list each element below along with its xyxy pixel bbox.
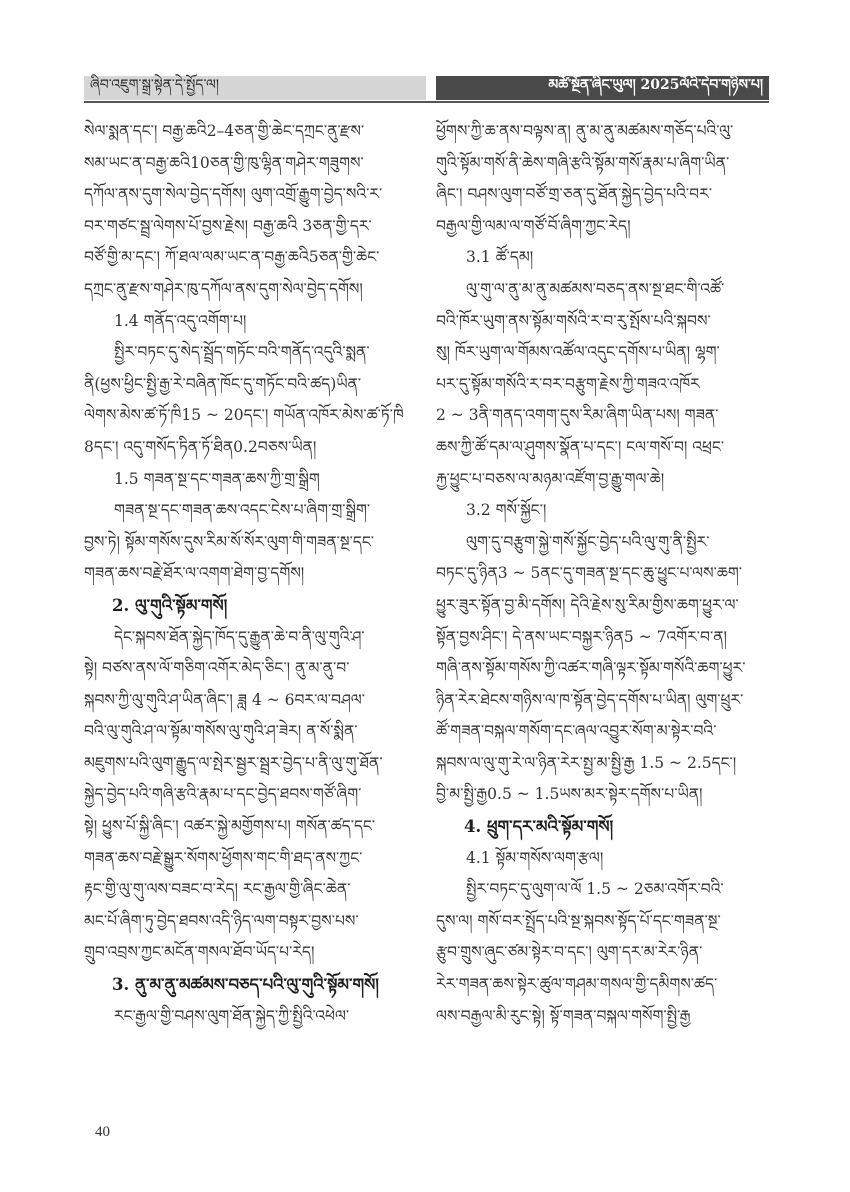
text-line: རྩུབ་གྲུས་ཞུང་ཙམ་སྟེར་བ་དང་། ལུག་དར་མ་རེར་ཉིན་: [436, 943, 703, 962]
section-heading: 4. ཕྲུག་དར་མའི་སྟོམ་གསོ།: [464, 817, 614, 837]
text-line: སུ། ཁོར་ཡུག་ལ་གོམས་འཚོལ་འདུང་དགོས་པ་ཡིན། ལྷག་: [436, 343, 720, 362]
text-line: སྐབས་ལ་ལུ་གུ་རེ་ལ་ཉིན་རེར་སྤྱ་མ་སྤྱི་རྒྱ 1.5 ~ 2.5དང་།: [436, 753, 737, 772]
text-line: གཟན་ཆས་བརྗེ་ཐོར་ལ་འགག་ཐེག་བྱ་དགོས།: [84, 564, 305, 583]
page-number: 40: [95, 1124, 110, 1140]
text-line: སྐྱེད་བྱེད་པའི་གཞི་རྩའི་རྣམ་པ་དང་བྱེད་ཐབས་གཙོ་ཞིག་: [84, 785, 362, 804]
text-line: སམ་ཡང་ན་བརྒྱ་ཆའི10ཅན་གྱི་ཁུ་ལྷིན་གཤེར་གཟུགས་: [84, 153, 364, 172]
text-line: བྱི་མ་སྤྱི་རྒྱ0.5 ~ 1.5ཡས་མར་སྟེར་དགོས་པ་ཡིན།: [436, 785, 703, 804]
subsection-heading: 1.4 གནོད་འདུ་འགོག་པ།: [114, 311, 247, 330]
subsection-heading: 3.2 གསོ་སྐྱོང་།: [466, 501, 547, 520]
text-line: གཞི་ནས་སྟོམ་གསོས་ཀྱི་འཚར་གཞི་ལྟར་སྟོམ་གསོའི་ཆག་ཕྱུར་: [436, 659, 746, 678]
subsection-heading: 3.1 ཚོ་དམ།: [466, 248, 534, 267]
text-line: དཀྲང་ནུ་རྫས་གཤེར་ཁུ་དཀོལ་ནས་དུག་སེལ་བྱེད་དགོས།: [84, 279, 363, 298]
text-line: སྟེ། ཕྱུས་པོ་སྐྱི་ཞིང་། འཚར་སྐྱེ་མགྱོགས་པ། གསོན་ཚད་དང་: [84, 817, 376, 836]
text-line: རྟང་གྱི་ལུ་གུ་ལས་བཟང་བ་རེད། རང་རྒྱལ་གྱི་ཞིང་ཆེན་: [84, 880, 351, 899]
text-line: བའི་ལུ་གུའི་ཤ་ལ་སྟོམ་གསོས་ལུ་གུའི་ཤ་ཟེར། ན་སོ་སྨིན་: [84, 722, 358, 741]
text-line: ལས་བརྒྱལ་མི་རུང་སྟེ། སྟོ་གཟན་བསྐལ་གསོག་སྤྱི་རྒྱ: [436, 1006, 691, 1025]
text-line: བཙོ་གྱི་མ་དང་། ཀོ་ཐལ་ལམ་ཡང་ན་བརྒྱ་ཆའི5ཅན་གྱི་ཆེང་: [84, 248, 380, 267]
text-line: ཉིན་རེར་ཐེངས་གཉིས་ལ་ཁ་སྟོན་བྱེད་དགོས་པ་ཡིན། ལུག་ཕྲུར་: [436, 690, 744, 709]
text-line: སྟོན་བྱས་ཤིང་། དེ་ནས་ཡང་བསྐྱར་ཉིན5 ~ 7འགོར་བ་ན།: [436, 627, 727, 646]
left-text-column: [84, 116, 417, 1032]
running-header-right: [436, 76, 769, 100]
text-line: རེར་གཟན་ཆས་སྟེར་ཚུལ་གཤམ་གསལ་གྱི་དམིགས་ཚད་: [436, 975, 718, 994]
text-line: སེལ་སྨན་དང་། བརྒྱ་ཆའི2–4ཅན་གྱི་ཆེང་དཀྲང་ནུ་རྫས་: [84, 122, 365, 140]
header-right-title: མཚོ་སྔོན་ཞིང་ཡུལ། 2025ལོའི་དེབ་གཉིས་པ།: [548, 77, 763, 93]
text-line: བཏང་དུ་ཉིན3 ~ 5ནང་དུ་གཟན་སྔ་དང་ཆུ་ཕྱུང་པ་ལས་ཆག་: [436, 564, 743, 583]
subsection-heading: 4.1 སྟོམ་གསོས་ལག་རྩལ།: [466, 848, 604, 867]
text-line: བའི་ཁོར་ཡུག་ནས་སྟོམ་གསོའི་ར་བ་རུ་སྤོས་པའི་སྐབས་: [436, 311, 711, 330]
text-line: སྤྱིར་བཏང་དུ་ལུག་ལ་ལོ 1.5 ~ 2ཅམ་འགོར་བའི་: [466, 880, 724, 899]
text-line: གཟན་སྔ་དང་གཟན་ཆས་འདང་ངེས་པ་ཞིག་གྲ་སྒྲིག་: [114, 501, 371, 520]
text-line: བརྒྱལ་གྱི་ལམ་ལ་གཙོ་བོ་ཞིག་ཀྱང་རེད།: [436, 216, 631, 235]
text-line: ཞིང་། བཤས་ལུག་བཙོ་གྲ་ཅན་དུ་ཐོན་སྐྱེད་བྱེད་པའི་བར་: [436, 185, 713, 204]
text-line: མཇུགས་པའི་ལུག་རྒྱུད་ལ་སྤེར་སྦྱར་སྦྲར་བྱེད་པ་ནི་ལུ་གུ་ཐོན་: [84, 753, 383, 772]
text-line: ཚོ་གཟན་བསྐལ་གསོག་དང་ཞལ་འབྱུར་སོག་མ་སྟེར་བའི་: [436, 722, 717, 741]
section-heading: 3. ནུ་མ་ནུ་མཚམས་བཅད་པའི་ལུ་གུའི་སྟོམ་གསོ།: [112, 975, 379, 995]
text-line: 8དང་། འདུ་གསོད་ཏིན་ཏོ་ཐིན0.2བཅས་ཡིན།: [84, 437, 317, 456]
text-line: བྱས་ཏེ། སྟོམ་གསོས་དུས་རིམ་སོ་སོར་ལུག་གི་གཟན་སྔ་དང་: [84, 532, 375, 551]
text-line: བར་གཙང་སྦྲ་ལེགས་པོ་བྱས་རྗེས། བརྒྱ་ཆའི 3ཅན་གྱི་དར་: [84, 216, 372, 235]
section-heading: 2. ལུ་གུའི་སྟོམ་གསོ།: [112, 595, 228, 615]
text-line: གུའི་སྟོམ་གསོ་ནི་ཆེས་གཞི་རྩའི་སྟོམ་གསོ་རྣམ་པ་ཞིག་ཡིན་: [436, 153, 730, 172]
text-line: སྤྱིར་བཏང་དུ་སེད་སྦྲོད་གཏོང་བའི་གནོད་འདུའི་སྨན་: [114, 343, 370, 362]
text-line: ཕྱོགས་ཀྱི་ཆ་ནས་བལྟས་ན། ནུ་མ་ནུ་མཚམས་གཅོད་པའི་ལུ་: [436, 122, 734, 140]
text-line: གཟན་ཆས་བརྗེ་སྒྱུར་སོགས་ཕྱོགས་གང་གི་ཐད་ནས་ཀྱང་: [84, 848, 363, 867]
text-line: རྐྱ་ཕྱུང་པ་བཅས་ལ་མཉམ་འཛོག་བྱ་རྒྱུ་གལ་ཆེ།: [436, 469, 665, 488]
text-line: ལུག་དུ་བརྩུག་སྐྱེ་གསོ་སྐྱོང་བྱེད་པའི་ལུ་གུ་ནི་སྤྱིར་: [466, 532, 710, 551]
text-line: མང་པོ་ཞིག་ཏུ་བྱེད་ཐབས་འདི་ཉིད་ལག་བསྟར་བྱས་པས་: [84, 911, 359, 930]
text-line: རང་རྒྱལ་གྱི་བཤས་ལུག་ཐོན་སྐྱེད་ཀྱི་སྤྱིའི་འཕེལ་: [114, 1006, 350, 1025]
right-text-column: [436, 116, 769, 1032]
text-line: སྟེ། བཙས་ནས་ལོ་གཅིག་འགོར་མེད་ཅིང་། ནུ་མ་ནུ་བ་: [84, 659, 350, 678]
running-header-left: [84, 76, 426, 100]
text-line: དུས་ལ། གསོ་བར་སྤྲོད་པའི་སྔ་སྐབས་སྟོད་པོ་དང་གཟན་སྔ་: [436, 911, 721, 930]
header-left-title: ཞིབ་འཇུག་སྒྲ་སྟེན་དེ་སྤྱོད་ལ།: [90, 77, 219, 93]
text-line: ལུ་གུ་ལ་ནུ་མ་ནུ་མཚམས་བཅད་ནས་སྔ་ཐང་གི་འཚོ་: [466, 279, 725, 298]
header-divider: [84, 101, 769, 103]
text-line: ལེགས་མེས་ཚ་ཏོ་ཁི15 ~ 20དང་། གཡོན་འཁོར་མེས་ཚ་ཏོ་ཁི: [84, 406, 404, 425]
text-line: གྲུབ་འབྲས་ཀྱང་མངོན་གསལ་ཐོབ་ཡོད་པ་རེད།: [84, 943, 315, 962]
subsection-heading: 1.5 གཟན་སྔ་དང་གཟན་ཆས་ཀྱི་གྲ་སྒྲིག: [114, 469, 320, 488]
text-line: དཀོལ་ནས་དུག་སེལ་བྱེད་དགོས། ལུག་འགྲོ་རྒྱུག་བྱེད་སའི་ར་: [84, 185, 383, 204]
text-line: པར་དུ་སྟོམ་གསོའི་ར་བར་བརྩུག་རྗེས་ཀྱི་གཟའ་འཁོར: [436, 374, 700, 393]
text-line: 2 ~ 3ནི་གནད་འགག་དུས་རིམ་ཞིག་ཡིན་པས། གཟན་: [436, 406, 719, 425]
text-line: ཕྱུར་ཟུར་སྟོན་བྱ་མི་དགོས། དེའི་རྗེས་སུ་རིམ་གྱིས་ཆག་ཕྱུར་ལ་: [436, 595, 739, 614]
text-line: ཆས་ཀྱི་ཚོ་དམ་ལ་ཤུགས་སྣོན་པ་དང་། ངལ་གསོ་བ། འཕྲང་: [436, 437, 725, 456]
text-line: ནི(ཕྱས་ཕྱིང་སྤྱི་རྒྱ་རེ་བཞིན་ཁོང་དུ་གཏོང་བའི་ཚད)ཡིན་: [84, 374, 362, 393]
text-line: དེང་སྐབས་ཐོན་སྐྱེད་ཁོད་དུ་རྒྱུན་ཆེ་བ་ནི་ལུ་གུའི་ཤ་: [114, 627, 365, 646]
text-line: སྐབས་ཀྱི་ལུ་གུའི་ཤ་ཡིན་ཞིང་། ཟླ 4 ~ 6བར་ལ་བཤལ་: [84, 690, 365, 709]
